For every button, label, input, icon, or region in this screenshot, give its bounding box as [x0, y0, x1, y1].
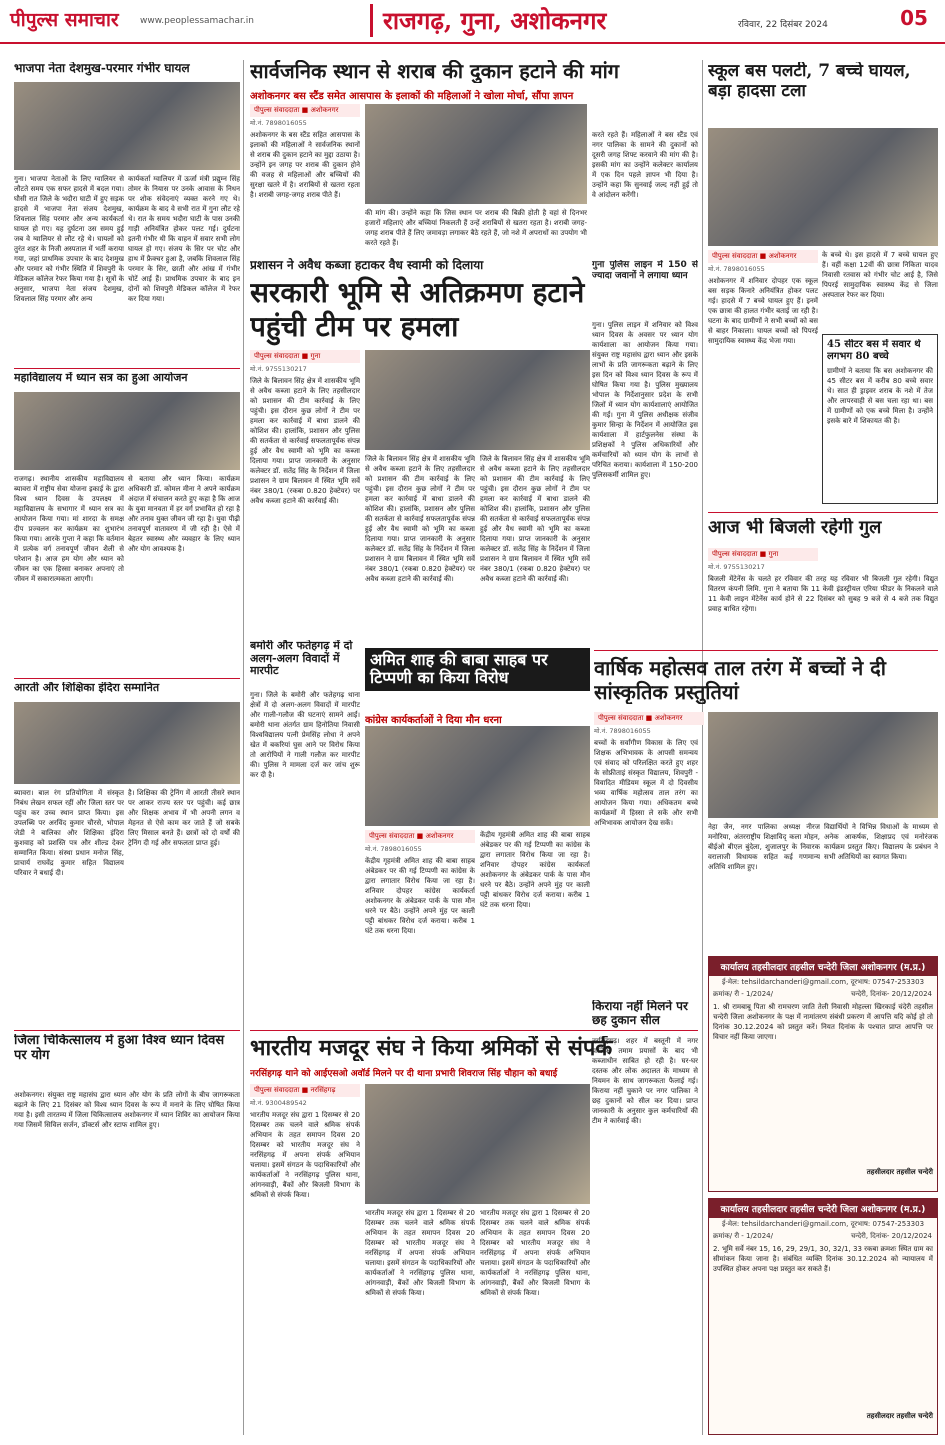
sidebar-box-bus [822, 334, 938, 504]
notice-reference: क्रमांक/ री - 1/2024/ चन्देरी, दिनांक- 20/12/2024 [713, 990, 933, 998]
notice-contact: ई-मेल: tehsildarchanderi@gmail.com, दूरभाष: 07547-253303 [721, 978, 925, 986]
notice-signature: तहसीलदार तहसील चन्देरी [866, 1412, 933, 1420]
page-number: 05 [900, 6, 928, 30]
article-text: गुना। पुलिस लाइन में शनिवार को विश्व ध्यान दिवस के अवसर पर ध्यान योग कार्यशाला का आयोजन किया गया। संयुक्त राष्ट्र महासंघ द्वारा ध्यान और इसके लाभों के प्रति जागरूकता बढ़ाने के लिए इस दिन को विश्व ध्यान दिवस के रूप में घोषित किया गया है। पुलिस मुख्यालय भोपाल के निर्देशानुसार प्रदेश के सभी जिलों में ध्यान योग कार्यशालाएं आयोजित की गईं। गुना में पुलिस अधीक्षक संजीव कुमार सिन्हा के निर्देशन में आयोजित इस कार्यशाला में हार्टफुलनेस संस्था के प्रशिक्षकों ने पुलिस अधिकारियों और कर्मचारियों को ध्यान योग के लाभों से परिचित कराया। कार्यशाला में 150-200 पुलिसकर्मी शामिल हुए। [592, 321, 698, 479]
byline: पीपुल्स संवाददाता ■ अशोकनगर [250, 104, 360, 117]
divider [14, 368, 240, 369]
paper-logo: पीपुल्स समाचार [10, 9, 119, 31]
reporter-mobile: मो.नं. 9755130217 [250, 365, 307, 373]
article-text: भारतीय मजदूर संघ द्वारा 1 दिसम्बर से 20 दिसम्बर तक चलने वाले श्रमिक संपर्क अभियान के तहत समापन दिवस 20 दिसम्बर को भारतीय मजदूर संघ ने नरसिंहगढ़ में अपना संपर्क अभियान चलाया। इसमें संगठन के पदाधिकारियों और कार्यकर्ताओं ने नरसिंहगढ़ पुलिस थाना, आंगनवाड़ी, बैंकों और बिजली विभाग के श्रमिकों से संपर्क किया। [480, 1209, 590, 1297]
headline-bjp-leaders: भाजपा नेता देशमुख-परमार गंभीर घायल [14, 62, 190, 75]
article-text: विद्यार्थियों ने विभिन्न विधाओं के माध्यम से अनेक आकर्षक, शिक्षाप्रद एवं मनोरंजक कार्यक्रम प्रस्तुत किए। विद्यालय के प्रबंधन ने सभी अतिथियों का स्वागत किया। [824, 823, 938, 861]
photo-award-ceremony [14, 702, 240, 784]
notice-reference: क्रमांक/ री - 1/2024/ चन्देरी, दिनांक- 20/12/2024 [713, 1232, 933, 1240]
article-text: अशोकनगर में शनिवार दोपहर एक स्कूल बस सड़क किनारे अनियंत्रित होकर पलट गई। हादसे में 7 बच्चे घायल हुए हैं। इनमें एक छात्रा की हालत गंभीर बताई जा रही है। घटना के बाद ग्रामीणों ने सभी बच्चों को बस से बाहर निकाला। घायल बच्चों को पिपरई सामुदायिक स्वास्थ्य केंद्र भेजा गया। [708, 277, 818, 345]
byline: पीपुल्स संवाददाता ■ गुना [250, 350, 360, 363]
photo-encroachment-team [365, 350, 590, 450]
article-text: भारतीय मजदूर संघ द्वारा 1 दिसम्बर से 20 दिसम्बर तक चलने वाले श्रमिक संपर्क अभियान के तहत समापन दिवस 20 दिसम्बर को भारतीय मजदूर संघ ने नरसिंहगढ़ में अपना संपर्क अभियान चलाया। इसमें संगठन के पदाधिकारियों और कार्यकर्ताओं ने नरसिंहगढ़ पुलिस थाना, आंगनवाड़ी, बैंकों और बिजली विभाग के श्रमिकों से संपर्क किया। [250, 1111, 360, 1199]
headline-amit-shah: अमित शाह की बाबा साहब पर टिप्पणी का किया विरोध [365, 648, 590, 691]
photo-mazdoor-sangh [365, 1084, 590, 1204]
headline-police-meditation: गुना पुलिस लाइन में 150 से ज्यादा जवानों ने लगाया ध्यान [592, 260, 698, 280]
reporter-mobile: मो.नं. 9755130217 [708, 563, 765, 571]
divider [594, 650, 938, 651]
article-text: करते रहते हैं। महिलाओं ने बस स्टैंड एवं नगर पालिका के सामने की दुकानों को दूसरी जगह शिफ्ट करवाने की मांग की है। इसकी मांग का उन्होंने कलेक्टर कार्यालय में एक दिन पहले ज्ञापन भी दिया है। उन्होंने कहा कि सुनवाई जल्द नहीं हुई तो वे आंदोलन करेंगी। [592, 131, 698, 199]
headline-bamori-fight: बमोरी और फतेहगढ़ में दो अलग-अलग विवादों में मारपीट [250, 640, 353, 678]
article-text: नेहा जैन, नगर पालिका अध्यक्ष नीरज मनोरिया, अंतरराष्ट्रीय शिक्षाविद् कला मोहन, बीईओ बीएल बुंदेला, शुजालपुर के निवारक वरालाजी विधायक सहित कई गणमान्य अतिथि शामिल हुए। [708, 823, 820, 871]
divider [14, 1030, 240, 1031]
article-text: से बताया और ध्यान किया। कार्यक्रम अधिकारी डॉ. कोमल मीना ने अपने कार्यक्रम अंदाज में संचालन करते हुए कहा है कि आज के युवा मानवता में हर वर्ग प्रभावित हो रहा है और तनाव युक्त जीवन जी रहा है। युवा पीढ़ी तनावपूर्ण वातावरण में जी रही है। ऐसे में बेहतर स्वास्थ्य और व्यवहार के लिए ध्यान और योग आवश्यक है। [128, 475, 240, 553]
deck-liquor-shop: अशोकनगर बस स्टैंड समेत आसपास के इलाकों की महिलाओं ने खोला मोर्चा, सौंपा ज्ञापन [250, 91, 574, 102]
divider [14, 678, 240, 679]
headline-aarti-indira: आरती और शिक्षिका इंदिरा सम्मानित [14, 682, 160, 694]
article-text: बच्चों के सर्वांगीण विकास के लिए एवं शिक्षक अभिभावक के आपसी समन्वय एवं संवाद को परिलक्षित करते हुए शहर के सोफ्रीताइं संस्कृत विद्यालय, शिवपुरी - विवादित मीडियम स्कूल में दो दिवसीय भव्य वार्षिक महोत्सव ताल तरंग का आयोजन किया गया। अधिकतम बच्चे कार्यक्रमों में हिस्सा ले सकें और सभी अभिभावक आयोजन देख सकें। [594, 739, 698, 827]
article-text: जिले के बिलावन सिंह क्षेत्र में शासकीय भूमि से अवैध कब्जा हटाने के लिए तहसीलदार को प्रशासन की टीम कार्रवाई के लिए पहुंची। इस दौरान कुछ लोगों ने टीम पर हमला कर कार्रवाई में बाधा डालने की कोशिश की। हालांकि, प्रशासन और पुलिस की सतर्कता से कार्रवाई सफलतापूर्वक संपन्न हुई और वैध स्वामी को भूमि का कब्जा दिलाया गया। प्राप्त जानकारी के अनुसार कलेक्टर डॉ. सतेंद्र सिंह के निर्देशन में जिला प्रशासन ने ग्राम बिलावन में स्थित भूमि सर्वे नंबर 380/1 (रकबा 0.820 हेक्टेयर) पर अवैध कब्जा हटाने की कार्रवाई की। [365, 455, 475, 583]
headline-liquor-shop: सार्वजनिक स्थान से शराब की दुकान हटाने की मांग [250, 60, 620, 83]
photo-congress-protest [365, 726, 590, 826]
notice-body: 1. श्री रामबाबू पिता श्री रामचरण जाति तेली निवासी मोहल्ला खिरकाई चंदेरी तहसील चन्देरी जिला अशोकनगर के पक्ष में नामांतरण संबंधी प्रकरण में आपत्ति यदि कोई हो तो दिनांक 30.12.2024 को प्रस्तुत करें। नियत दिनांक के पश्चात प्राप्त आपत्ति पर विचार नहीं किया जाएगा। [713, 1003, 933, 1041]
website-url[interactable]: www.peoplessamachar.in [140, 16, 254, 26]
article-text: जिले के बिलावन सिंह क्षेत्र में शासकीय भूमि से अवैध कब्जा हटाने के लिए तहसीलदार को प्रशासन की टीम कार्रवाई के लिए पहुंची। इस दौरान कुछ लोगों ने टीम पर हमला कर कार्रवाई में बाधा डालने की कोशिश की। हालांकि, प्रशासन और पुलिस की सतर्कता से कार्रवाई सफलतापूर्वक संपन्न हुई और वैध स्वामी को भूमि का कब्जा दिलाया गया। प्राप्त जानकारी के अनुसार कलेक्टर डॉ. सतेंद्र सिंह के निर्देशन में जिला प्रशासन ने ग्राम बिलावन में स्थित भूमि सर्वे नंबर 380/1 (रकबा 0.820 हेक्टेयर) पर अवैध कब्जा हटाने की कार्रवाई की। [480, 455, 590, 583]
headline-shops-sealed: किराया नहीं मिलने पर छह दुकान सील [592, 1000, 688, 1027]
article-text: जिले के बिलावन सिंह क्षेत्र में शासकीय भूमि से अवैध कब्जा हटाने के लिए तहसीलदार को प्रशासन की टीम कार्रवाई के लिए पहुंची। इस दौरान कुछ लोगों ने टीम पर हमला कर कार्रवाई में बाधा डालने की कोशिश की। हालांकि, प्रशासन और पुलिस की सतर्कता से कार्रवाई सफलतापूर्वक संपन्न हुई और वैध स्वामी को भूमि का कब्जा दिलाया गया। प्राप्त जानकारी के अनुसार कलेक्टर डॉ. सतेंद्र सिंह के निर्देशन में जिला प्रशासन ने ग्राम बिलावन में स्थित भूमि सर्वे नंबर 380/1 (रकबा 0.820 हेक्टेयर) पर अवैध कब्जा हटाने की कार्रवाई की। [250, 377, 360, 505]
notice-signature: तहसीलदार तहसील चन्देरी [866, 1168, 933, 1176]
issue-date: रविवार, 22 दिसंबर 2024 [738, 20, 828, 30]
article-text: गुना। जिले के बमोरी और फतेहगढ़ थाना क्षेत्रों में दो अलग-अलग विवादों में मारपीट और गाली-गलौज की घटनाएं सामने आईं। बमोरी थाना अंतर्गत ग्राम हिनोतिया निवासी विश्वविद्यालय पत्नी प्रेमसिंह लोधा ने अपने खेत में बकरियां घुस आने पर विरोध किया तो आरोपियों ने गाली गलौज कर मारपीट की। पुलिस ने मामला दर्ज कर जांच शुरू कर दी है। [250, 691, 360, 779]
column-divider [702, 60, 703, 1435]
article-text: अशोकनगर के बस स्टैंड सहित आसपास के इलाकों की महिलाओं ने सार्वजनिक स्थानों से शराब की दुकान हटाने का मुद्दा उठाया है। उन्होंने इन जगह पर शराब की दुकान होने की वजह से महिलाओं और बच्चियों की सुरक्षा खतरे में है। शराबियों से खतरा रहता है। शराबी जगह-जगह शराब पीते हैं। [250, 131, 360, 199]
byline: पीपुल्स संवाददाता ■ नरसिंहगढ़ [250, 1084, 360, 1097]
reporter-mobile: मो.नं. 7898016055 [594, 727, 651, 735]
article-text: भारतीय मजदूर संघ द्वारा 1 दिसम्बर से 20 दिसम्बर तक चलने वाले श्रमिक संपर्क अभियान के तहत समापन दिवस 20 दिसम्बर को भारतीय मजदूर संघ ने नरसिंहगढ़ में अपना संपर्क अभियान चलाया। इसमें संगठन के पदाधिकारियों और कार्यकर्ताओं ने नरसिंहगढ़ पुलिस थाना, आंगनवाड़ी, बैंकों और बिजली विभाग के श्रमिकों से संपर्क किया। [365, 1209, 475, 1297]
headline-annual-festival: वार्षिक महोत्सव ताल तरंग में बच्चों ने दी सांस्कृतिक प्रस्तुतियां [594, 656, 886, 704]
deck-mazdoor: नरसिंहगढ़ थाने को आईएसओ अवॉर्ड मिलने पर दी थाना प्रभारी शिवराज सिंह चौहान को बधाई [250, 1069, 558, 1079]
reporter-mobile: मो.नं. 7898016055 [365, 845, 422, 853]
divider [708, 512, 938, 513]
article-text: नरसिंहगढ़। शहर में बस्तूनी में नगर पालिका तमाम प्रयासों के बाद भी कब्जाधीन साबित हो रही है। घर-घर दस्तक और लोक अदालत के माध्यम से नियमन के साथ जागरूकता फैलाई गई। किराया नहीं चुकाने पर नगर पालिका ने छह दुकानों को सील कर दिया। प्राप्त जानकारी के अनुसार कुल कर्मचारियों की टीम ने कार्रवाई की। [592, 1037, 698, 1125]
article-text: केंद्रीय गृहमंत्री अमित शाह की बाबा साहब अंबेडकर पर की गई टिप्पणी का कांग्रेस के द्वारा लगातार विरोध किया जा रहा है। शनिवार दोपहर कांग्रेस कार्यकर्ता अशोकनगर के अंबेडकर पार्क के पास मौन धरने पर बैठे। उन्होंने अपने मुंह पर काली पट्टी बांधकर विरोध दर्ज कराया। करीब 1 घंटे तक धरना दिया। [480, 831, 590, 909]
article-text: ब्यावरा। बाल रंग प्रतियोगिता में संस्कृत निबंध लेखन सफल रहीं और जिला स्तर पर पहुंच कर उच्च स्थान प्राप्त किया। इस उपलब्धि पर अरविंद कुमार चौरसे, भोपाल जेडी ने बालिका और शिक्षिका इंदिरा कुशवाह को प्रशस्ति पत्र और शील्ड देकर सम्मानित किया। संस्था प्रधान मनोज सिंह, प्राचार्य राघवेंद्र कुमार सहित विद्यालय परिवार ने बधाई दी। [14, 789, 124, 877]
byline: पीपुल्स संवाददाता ■ गुना [708, 548, 818, 561]
headline-encroachment-attack: सरकारी भूमि से अतिक्रमण हटाने पहुंची टीम पर हमला [250, 276, 585, 343]
subhead-encroachment: प्रशासन ने अवैध कब्जा हटाकर वैध स्वामी को दिलाया [250, 258, 484, 272]
headline-hospital-yoga: जिला चिकित्सालय में हुआ विश्व ध्यान दिवस पर योग [14, 1034, 225, 1063]
photo-bjp-leaders [14, 82, 240, 170]
public-notice-1 [708, 956, 938, 1192]
deck-congress: कांग्रेस कार्यकर्ताओं ने दिया मौन धरना [365, 715, 502, 726]
photo-women-protest [365, 104, 587, 204]
article-text: की मांग की। उन्होंने कहा कि जिस स्थान पर शराब की बिक्री होती है वहां से दिनभर हजारों महिलाएं और बच्चियां निकलती हैं उन्हें शराबियों से खतरा रहता है। शराबी जगह-जगह शराब पीते हैं लिए जमावड़ा लगाकर बैठे रहते हैं, जो नशे में अपराधों का उपयोग भी करते रहते हैं। [365, 209, 587, 247]
photo-meditation-college [14, 392, 240, 470]
byline: पीपुल्स संवाददाता ■ अशोकनगर [594, 712, 704, 725]
headline-school-bus: स्कूल बस पलटी, 7 बच्चे घायल, बड़ा हादसा टला [708, 62, 911, 101]
byline: पीपुल्स संवाददाता ■ अशोकनगर [708, 250, 818, 263]
headline-meditation-college: महाविद्यालय में ध्यान सत्र का हुआ आयोजन [14, 372, 188, 384]
article-text: गुना। भाजपा नेताओं के लिए ग्वालियर से लौटते समय एक सफर हादसे में बदल गया। घौसी रात जिले के भदौरा घाटी में हुए सड़क हादसे में भाजपा नेता संजय देशमुख, शिवलाल सिंह परमार और अन्य कार्यकर्ता घायल हो गए। यह दुर्घटना उस समय हुई जब वे ग्वालियर से लौट रहे थे। घायलों को तुरंत शहर के निजी अस्पताल में भर्ती कराया गया, जहां प्राथमिक उपचार के बाद देशमुख और परमार को गंभीर स्थिति में शिवपुरी के मेडिकल कॉलेज रेफर किया गया है। सूत्रों के अनुसार, भाजपा नेता संजय देशमुख, शिवलाल सिंह परमार और अन्य [14, 175, 124, 303]
reporter-mobile: मो.नं. 9300489542 [250, 1099, 307, 1107]
headline-power-cut: आज भी बिजली रहेगी गुल [708, 518, 882, 538]
photo-annual-festival [708, 712, 938, 818]
notice-header: कार्यालय तहसीलदार तहसील चन्देरी जिला अशोकनगर (म.प्र.) [709, 1199, 937, 1218]
article-text: कार्यकर्ता ग्वालियर में ऊर्जा मंत्री प्रद्युम्न सिंह तोमर के नियास पर उनके आवास के निधन पर शोक संवेदनाएं व्यक्त करने गए थे। कार्यक्रम के बाद वे सभी रात में गुना लौट रहे थे। रात के समय भदौरा घाटी के पास उनकी गाड़ी अनियंत्रित होकर पलट गई। दुर्घटना इतनी गंभीर थी कि वाहन में सवार सभी लोग घायल हो गए। संजय के सिर पर चोट और हाथ में फ्रैक्चर हुआ है, जबकि शिवलाल सिंह परमार के सिर, छाती और आंख में गंभीर चोटें आई हैं। प्राथमिक उपचार के बाद इन दोनों को शिवपुरी मेडिकल कॉलेज में रेफर कर दिया गया। [128, 175, 240, 303]
sidebar-box-text: ग्रामीणों ने बताया कि बस अशोकनगर की 45 सीटर बस में करीब 80 बच्चे सवार थे। सात ही ड्राइवर शराब के नशे में तेज और लापरवाही से बस चला रहा था। बस में ग्रामीणों को एक बच्चे मिला है। उन्होंने इसके बारे में शिकायत की है। [827, 367, 933, 425]
notice-body: 2. भूमि सर्वे नंबर 15, 16, 29, 29/1, 30, 32/1, 33 रकबा क्रमशः स्थित ग्राम का सीमांकन किया जाना है। संबंधित व्यक्ति दिनांक 30.12.2024 को न्यायालय में उपस्थित होकर अपना पक्ष प्रस्तुत कर सकते हैं। [713, 1245, 933, 1273]
photo-school-bus [708, 128, 938, 246]
notice-header: कार्यालय तहसीलदार तहसील चन्देरी जिला अशोकनगर (म.प्र.) [709, 957, 937, 976]
article-text: केंद्रीय गृहमंत्री अमित शाह की बाबा साहब अंबेडकर पर की गई टिप्पणी का कांग्रेस के द्वारा लगातार विरोध किया जा रहा है। शनिवार दोपहर कांग्रेस कार्यकर्ता अशोकनगर के अंबेडकर पार्क के पास मौन धरने पर बैठे। उन्होंने अपने मुंह पर काली पट्टी बांधकर विरोध दर्ज कराया। करीब 1 घंटे तक धरना दिया। [365, 857, 475, 935]
article-text: राजगढ़। स्थानीय शासकीय महाविद्यालय ब्यावरा में राष्ट्रीय सेवा योजना इकाई के द्वारा विश्व ध्यान दिवस के उपलक्ष्य में महाविद्यालय के सभागार में ध्यान सत्र का आयोजन किया गया। मां शारदा के समक्ष दीप प्रज्वलन कर कार्यक्रम का शुभारंभ किया गया। आरके गुप्ता ने कहा कि वर्तमान में प्रत्येक वर्ग तनावपूर्ण जीवन शैली से परेशान है। आज हम योग और ध्यान को जीवन का एक हिस्सा बनाकर अपनाएं तो जीवन में सकारात्मकता आएगी। [14, 475, 124, 583]
headline-mazdoor-sangh: भारतीय मजदूर संघ ने किया श्रमिकों से संपर्क [250, 1036, 613, 1061]
region-title: राजगढ़, गुना, अशोकनगर [370, 4, 606, 37]
divider [250, 1030, 698, 1031]
column-divider [243, 60, 244, 1435]
sidebar-box-title: 45 सीटर बस में सवार थे लगभग 80 बच्चे [827, 339, 921, 362]
byline: पीपुल्स संवाददाता ■ अशोकनगर [365, 830, 475, 843]
public-notice-2 [708, 1198, 938, 1435]
notice-contact: ई-मेल: tehsildarchanderi@gmail.com, दूरभाष: 07547-253303 [721, 1220, 925, 1228]
reporter-mobile: मो.नं. 7898016055 [708, 265, 765, 273]
article-text: बिजली मेंटेनेंस के चलते हर रविवार की तरह यह रविवार भी बिजली गुल रहेगी। विद्युत वितरण कंपनी लिमि. गुना ने बताया कि 11 केवी इंडस्ट्रीयल एरिया फीडर के निकलने वाले 11 केवी लाइन मेंटेनेंस कार्य होने से 22 दिसंबर को सुबह 9 बजे से 4 बजे तक विद्युत प्रवाह बाधित रहेगा। [708, 575, 938, 613]
reporter-mobile: मो.नं. 7898016055 [250, 119, 307, 127]
article-text: अशोकनगर। संयुक्त राष्ट्र महासंघ द्वारा ध्यान और योग के प्रति लोगों के बीच जागरूकता बढ़ाने के लिए 21 दिसंबर को विश्व ध्यान दिवस के रूप में मनाने के लिए घोषित किया गया है। इसी तारतम्य में जिला चिकित्सालय अशोकनगर में ध्यान शिविर का आयोजन किया गया जिसमें सिविल सर्जन, डॉक्टर्स और स्टाफ शामिल हुए। [14, 1091, 240, 1129]
article-text: है। शिक्षिका की ट्रेनिंग में आरती तीसरे स्थान पर आकर राज्य स्तर पर पहुंची। कई छात्र और शिक्षक अभाव में भी अपनी लगन व मेहनत से ऐसे काम कर जाते हैं जो सबके लिए मिसाल बनते हैं। छात्रों को दो वर्षों की ट्रेनिंग दी गई और सफलता प्राप्त हुई। [128, 789, 240, 847]
article-text: के बच्चे थे। इस हादसे में 7 बच्चे घायल हुए हैं। वहीं कक्षा 12वीं की छात्रा निकिता यादव निवासी रतवास को गंभीर चोट आई है, जिसे पिपरई सामुदायिक स्वास्थ्य केंद्र से जिला अस्पताल रेफर कर दिया। [822, 251, 938, 299]
